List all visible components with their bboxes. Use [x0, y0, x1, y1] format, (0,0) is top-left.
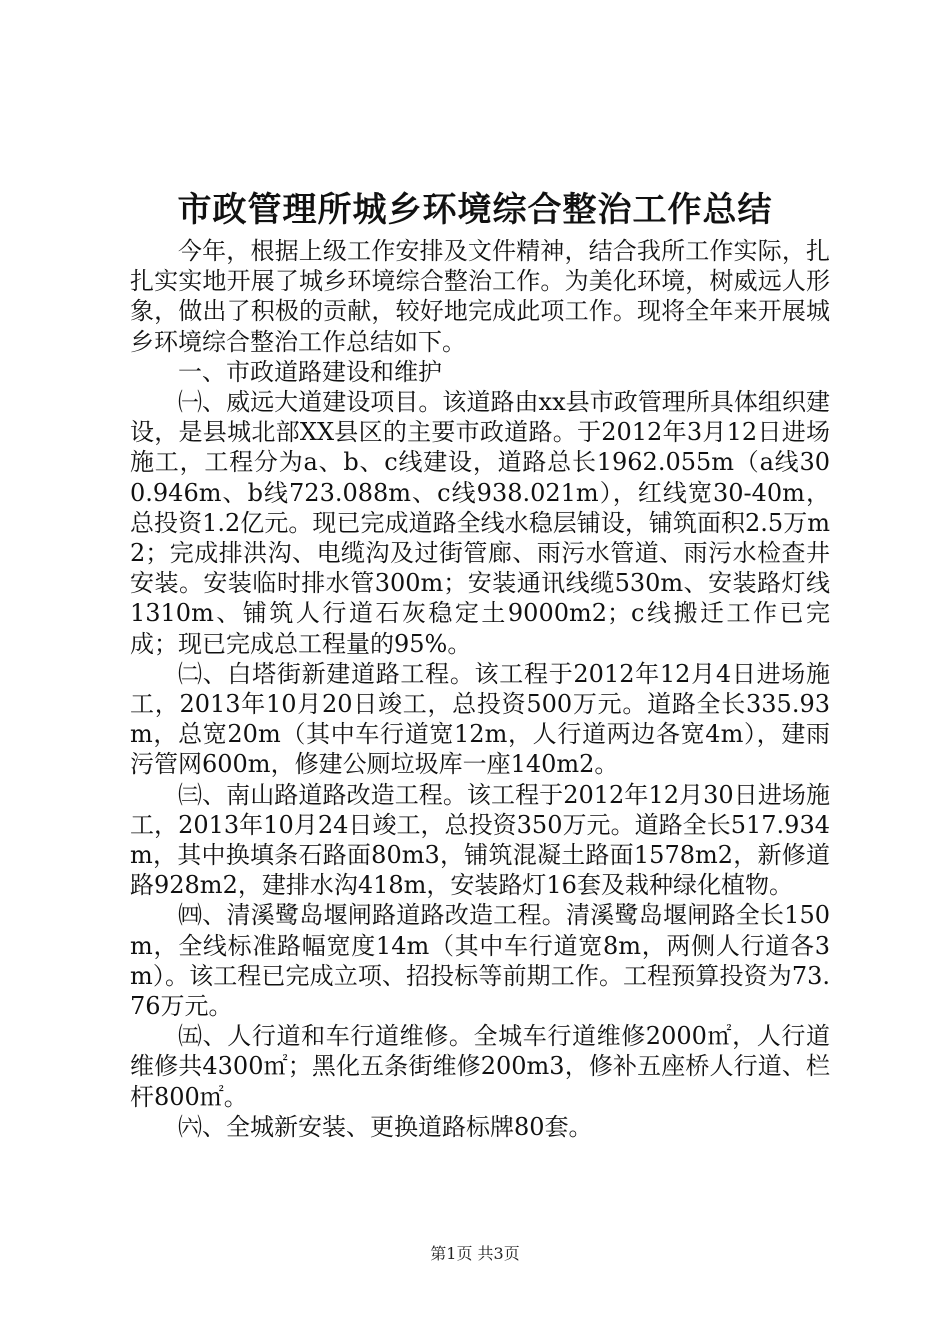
item-paragraph: ㈢、南山路道路改造工程。该工程于2012年12月30日进场施工，2013年10月24日竣工，总投资350万元。道路全长517.934m，其中换填条石路面80m3，铺筑混凝土路面1578m2，新修道路928m2，建排水沟418m，安装路灯16套及栽种绿化植物。	[130, 780, 830, 900]
item-paragraph: ㈣、清溪鹭岛堰闸路道路改造工程。清溪鹭岛堰闸路全长150m，全线标准路幅宽度14m（其中车行道宽8m，两侧人行道各3m）。该工程已完成立项、招投标等前期工作。工程预算投资为73.76万元。	[130, 901, 830, 1021]
section-heading: 一、市政道路建设和维护	[178, 357, 442, 386]
page-footer: 第1页 共3页	[430, 1244, 520, 1263]
item-paragraph: ㈥、全城新安装、更换道路标牌80套。	[178, 1112, 593, 1141]
document-body	[130, 236, 830, 1142]
intro-paragraph: 今年，根据上级工作安排及文件精神，结合我所工作实际，扎扎实实地开展了城乡环境综合整治工作。为美化环境，树威远人形象，做出了积极的贡献，较好地完成此项工作。现将全年来开展城乡环境综合整治工作总结如下。	[130, 237, 830, 356]
item-paragraph: ㈤、人行道和车行道维修。全城车行道维修2000㎡，人行道维修共4300㎡；黑化五条街维修200m3，修补五座桥人行道、栏杆800㎡。	[130, 1022, 830, 1111]
document-title: 市政管理所城乡环境综合整治工作总结	[177, 190, 773, 230]
item-paragraph: ㈠、威远大道建设项目。该道路由xx县市政管理所具体组织建设，是县城北部XX县区的主要市政道路。于2012年3月12日进场施工，工程分为a、b、c线建设，道路总长1962.055m（a线300.946m、b线723.088m、c线938.021m），红线宽30-40m，总投资1.2亿元。现已完成道路全线水稳层铺设，铺筑面积2.5万m2；完成排洪沟、电缆沟及过街管廊、雨污水管道、雨污水检查井安装。安装临时排水管300m；安装通讯线缆530m、安装路灯线1310m、铺筑人行道石灰稳定土9000m2；c线搬迁工作已完成；现已完成总工程量的95%。	[130, 388, 830, 658]
item-paragraph: ㈡、白塔街新建道路工程。该工程于2012年12月4日进场施工，2013年10月20日竣工，总投资500万元。道路全长335.93m，总宽20m（其中车行道宽12m，人行道两边各宽4m），建雨污管网600m，修建公厕垃圾库一座140m2。	[130, 659, 830, 779]
